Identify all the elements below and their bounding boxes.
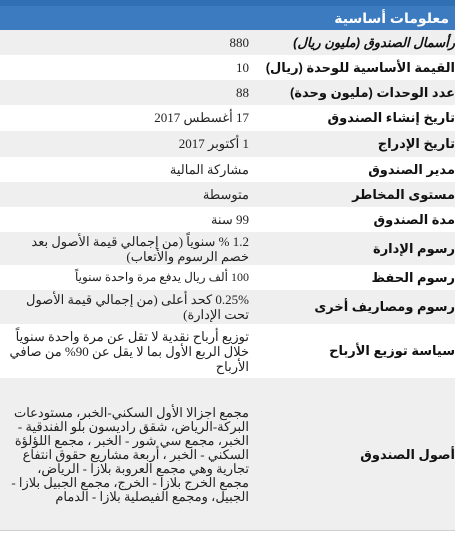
table-row	[0, 182, 455, 207]
row-label: رسوم الحفظ	[253, 265, 455, 290]
row-label: تاريخ إنشاء الصندوق	[253, 105, 455, 131]
table-row	[0, 324, 455, 378]
table-row	[0, 290, 455, 324]
row-value: مجمع اجزالا الأول السكني-الخبر، مستودعات البركة-الرياض، شقق راديسون بلو الفندقية - الخبر، مجمع سي شور - الخبر ، مجمع اللؤلؤة السكني - الخبر ، أربعة مشاريع حقوق انتفاع تجارية وهي مجمع العروبة بلازا - الرياض، مجمع الخرج بلازا - الخرج، مجمع الجبيل بلازا - الجبيل، ومجمع الفيصلية بلازا - الدمام	[4, 378, 253, 531]
row-value: 880	[4, 30, 253, 55]
row-label: رسوم ومصاريف أخرى	[253, 290, 455, 324]
table-row	[0, 55, 455, 80]
row-value: 10	[4, 55, 253, 80]
table-row	[0, 265, 455, 290]
row-value: 1 أكتوبر 2017	[4, 131, 253, 157]
row-label: سياسة توزيع الأرباح	[253, 324, 455, 378]
table-row	[0, 207, 455, 232]
table-row	[0, 30, 455, 55]
row-label: مستوى المخاطر	[253, 182, 455, 207]
row-label: تاريخ الإدراج	[253, 131, 455, 157]
fund-info-table	[0, 30, 455, 531]
row-value: متوسطة	[4, 182, 253, 207]
section-header	[0, 6, 455, 30]
row-value: مشاركة المالية	[4, 157, 253, 182]
table-row	[0, 131, 455, 157]
row-value: 99 سنة	[4, 207, 253, 232]
row-label: رأسمال الصندوق (مليون ريال)	[253, 30, 455, 55]
row-value: 88	[4, 80, 253, 105]
row-value: توزيع أرباح نقدية لا تقل عن مرة واحدة سنوياً خلال الربع الأول بما لا يقل عن 90% من صافي الأرباح	[4, 324, 253, 378]
table-row	[0, 157, 455, 182]
row-value: 100 ألف ريال يدفع مرة واحدة سنوياً	[4, 265, 253, 290]
row-label: مدة الصندوق	[253, 207, 455, 232]
table-bottom-border	[0, 530, 455, 531]
row-label: أصول الصندوق	[253, 378, 455, 531]
row-value: 0.25% كحد أعلى (من إجمالي قيمة الأصول تحت الإدارة)	[4, 290, 253, 324]
row-label: رسوم الإدارة	[253, 232, 455, 265]
section-title: معلومات أساسية	[334, 10, 449, 26]
row-label: القيمة الأساسية للوحدة (ريال)	[253, 55, 455, 80]
row-label: عدد الوحدات (مليون وحدة)	[253, 80, 455, 105]
row-value: 1.2 % سنوياً (من إجمالي قيمة الأصول بعد خصم الرسوم والأتعاب)	[4, 232, 253, 265]
row-value: 17 أغسطس 2017	[4, 105, 253, 131]
table-row	[0, 80, 455, 105]
table-row	[0, 105, 455, 131]
table-row	[0, 378, 455, 531]
row-label: مدير الصندوق	[253, 157, 455, 182]
table-row	[0, 232, 455, 265]
